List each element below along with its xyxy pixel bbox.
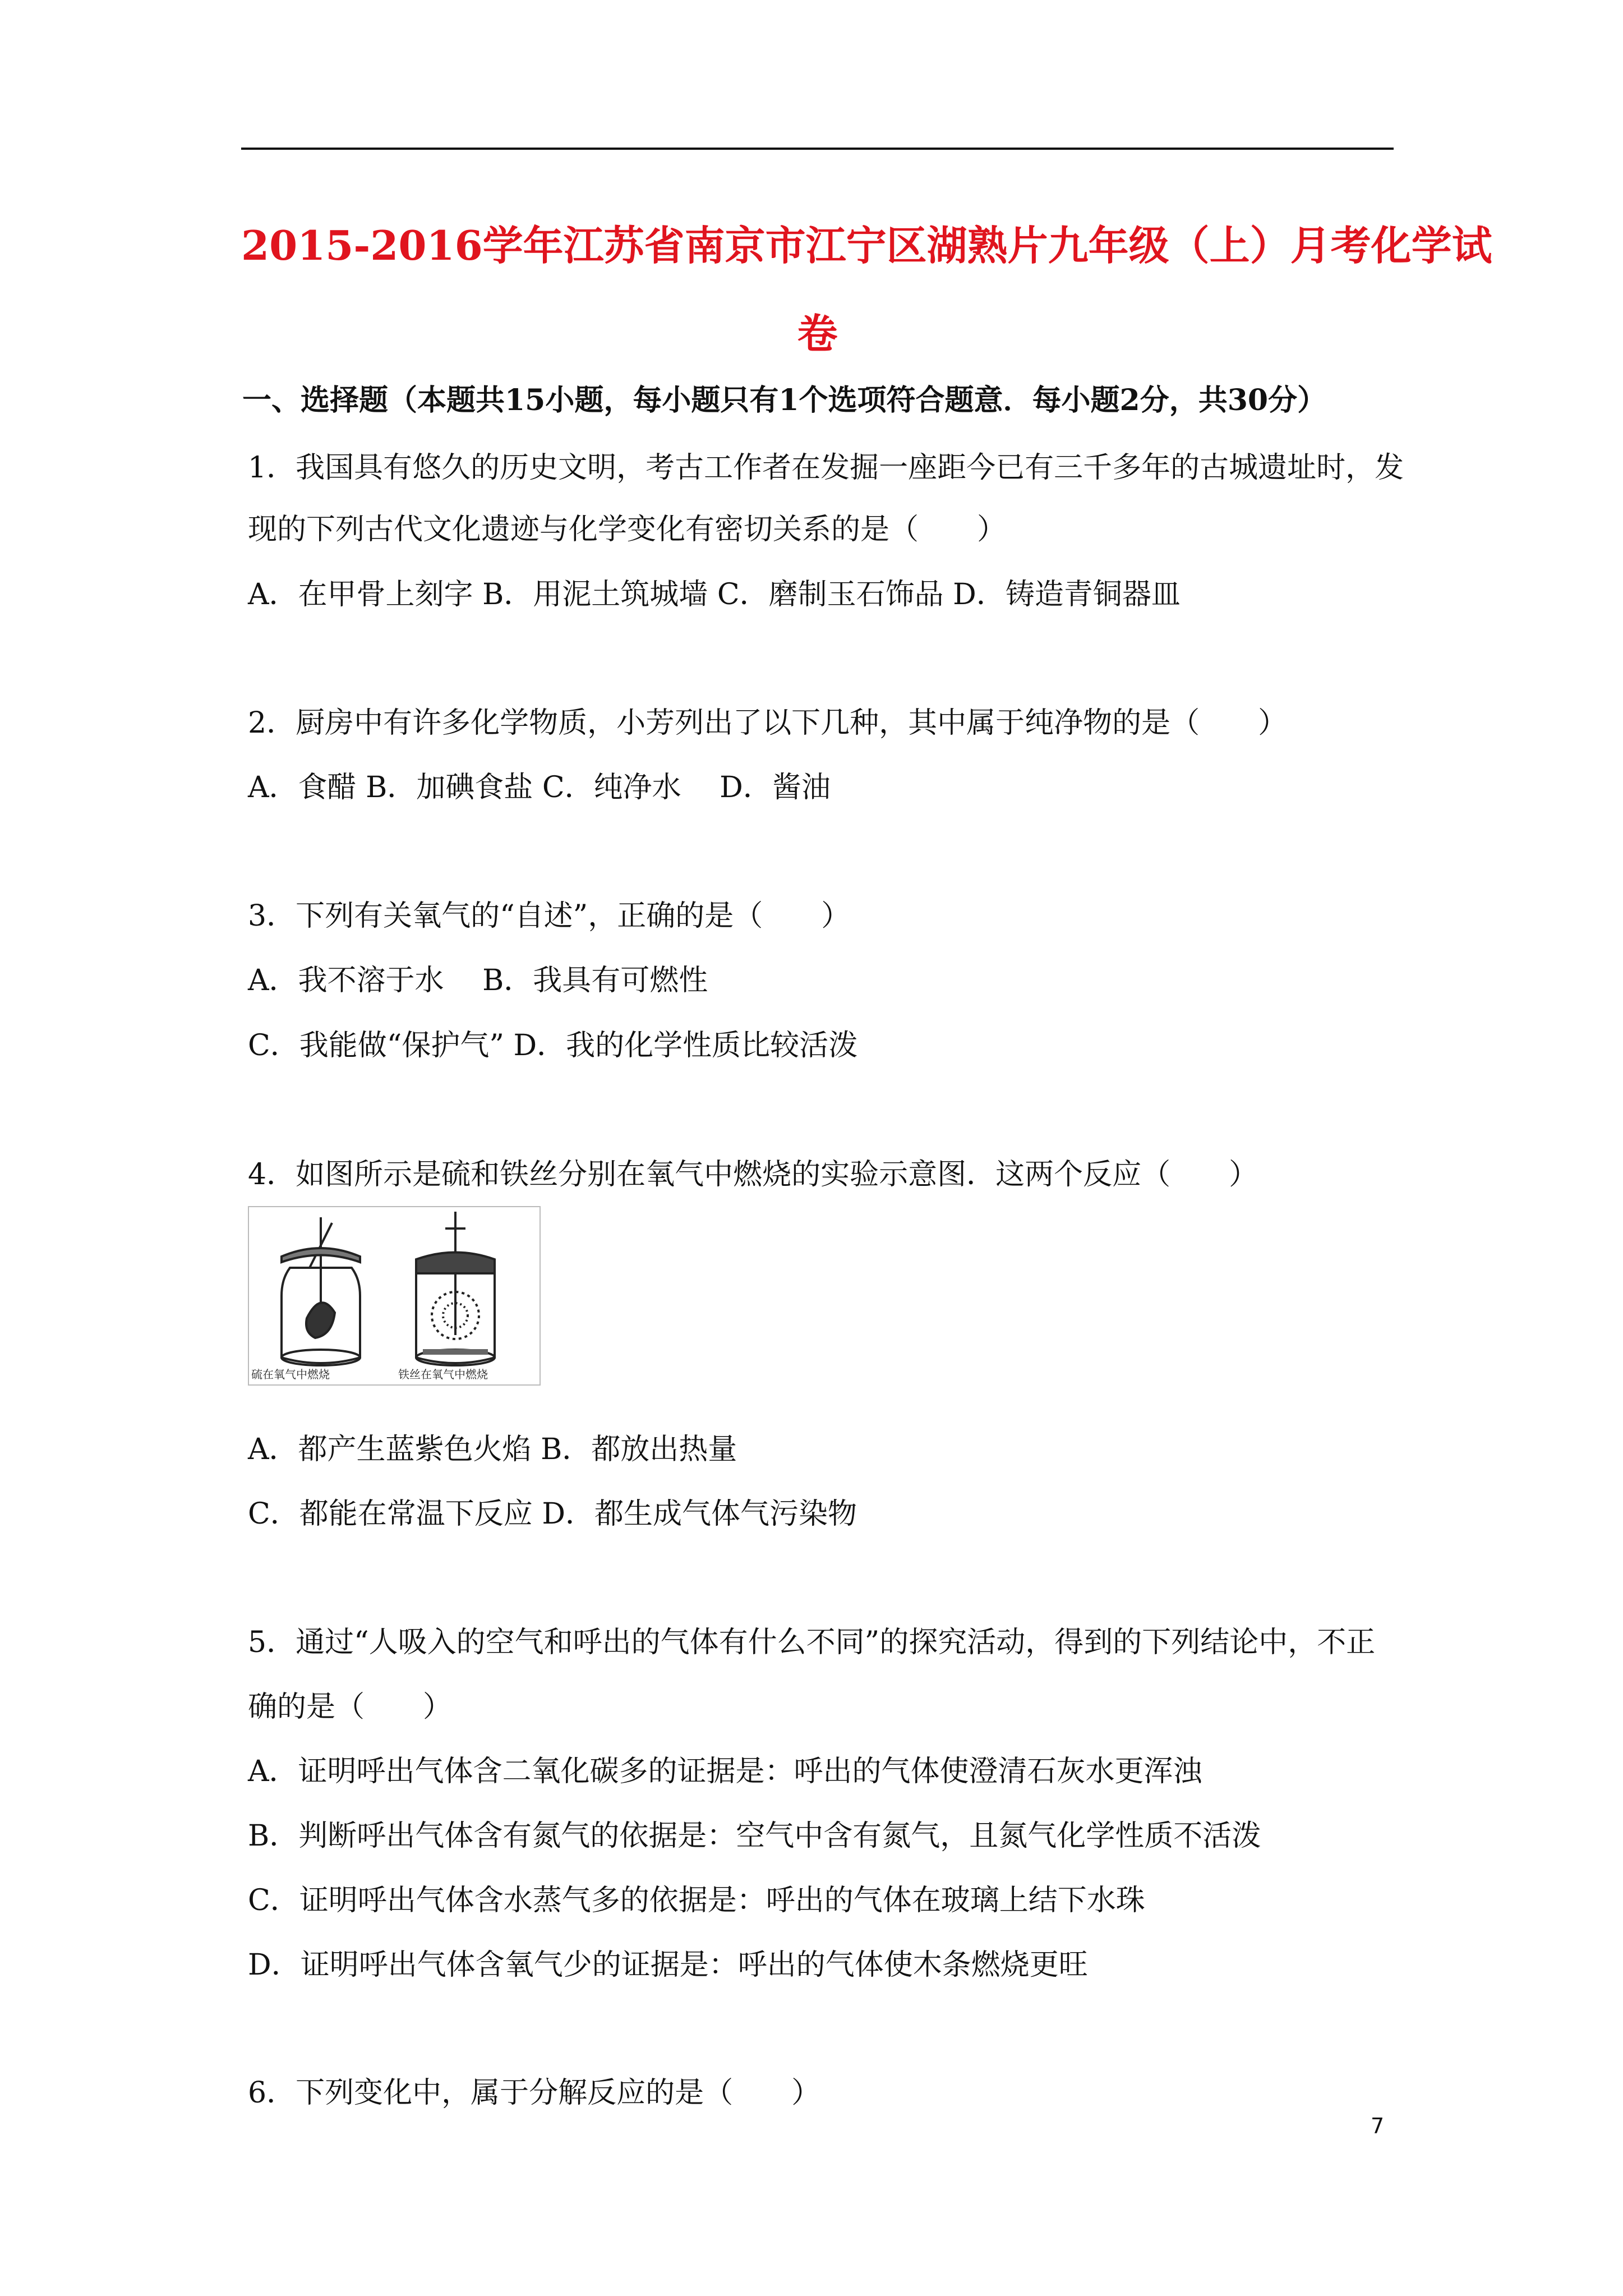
header-rule — [241, 148, 1394, 150]
question-5-option-b: B．判断呼出气体含有氮气的依据是：空气中含有氮气，且氮气化学性质不活泼 — [248, 1819, 1261, 1853]
question-1-text-line-1: 1．我国具有悠久的历史文明，考古工作者在发掘一座距今已有三千多年的古城遗址时，发 — [248, 451, 1404, 485]
question-2-text: 2．厨房中有许多化学物质，小芳列出了以下几种，其中属于纯净物的是（ ） — [248, 706, 1288, 740]
question-3-text: 3．下列有关氧气的“自述”，正确的是（ ） — [248, 899, 851, 933]
document-title-line-1: 2015-2016学年江苏省南京市江宁区湖熟片九年级（上）月考化学试 — [241, 222, 1492, 269]
question-5-text-line-1: 5．通过“人吸入的空气和呼出的气体有什么不同”的探究活动，得到的下列结论中，不正 — [248, 1626, 1376, 1659]
question-1-options: A．在甲骨上刻字 B．用泥土筑城墙 C．磨制玉石饰品 D．铸造青铜器皿 — [248, 578, 1181, 611]
question-5-option-d: D．证明呼出气体含氧气少的证据是：呼出的气体使木条燃烧更旺 — [248, 1948, 1088, 1982]
question-4-options-line-1: A．都产生蓝紫色火焰 B．都放出热量 — [248, 1433, 737, 1466]
document-title-line-2: 卷 — [797, 310, 838, 357]
question-3-options-line-1: A．我不溶于水 B．我具有可燃性 — [248, 964, 708, 997]
figure-caption-iron-wire: 铁丝在氧气中燃烧 — [398, 1368, 488, 1381]
question-3-options-line-2: C．我能做“保护气” D．我的化学性质比较活泼 — [248, 1029, 858, 1062]
question-6-text: 6．下列变化中，属于分解反应的是（ ） — [248, 2076, 821, 2110]
question-4-text: 4．如图所示是硫和铁丝分别在氧气中燃烧的实验示意图．这两个反应（ ） — [248, 1158, 1258, 1191]
question-1-text-line-2: 现的下列古代文化遗迹与化学变化有密切关系的是（ ） — [248, 513, 1007, 546]
question-5-option-a: A．证明呼出气体含二氧化碳多的证据是：呼出的气体使澄清石灰水更浑浊 — [248, 1755, 1202, 1788]
question-4-options-line-2: C．都能在常温下反应 D．都生成气体气污染物 — [248, 1497, 857, 1531]
section-heading: 一、选择题（本题共15小题，每小题只有1个选项符合题意．每小题2分，共30分） — [242, 383, 1327, 417]
figure-caption-sulfur: 硫在氧气中燃烧 — [251, 1368, 330, 1381]
page-number: 7 — [1371, 2114, 1385, 2138]
combustion-experiment-figure — [248, 1206, 541, 1386]
question-2-options: A．食醋 B．加碘食盐 C．纯净水 D．酱油 — [248, 771, 831, 804]
question-5-text-line-2: 确的是（ ） — [248, 1690, 453, 1724]
question-5-option-c: C．证明呼出气体含水蒸气多的依据是：呼出的气体在玻璃上结下水珠 — [248, 1884, 1145, 1917]
